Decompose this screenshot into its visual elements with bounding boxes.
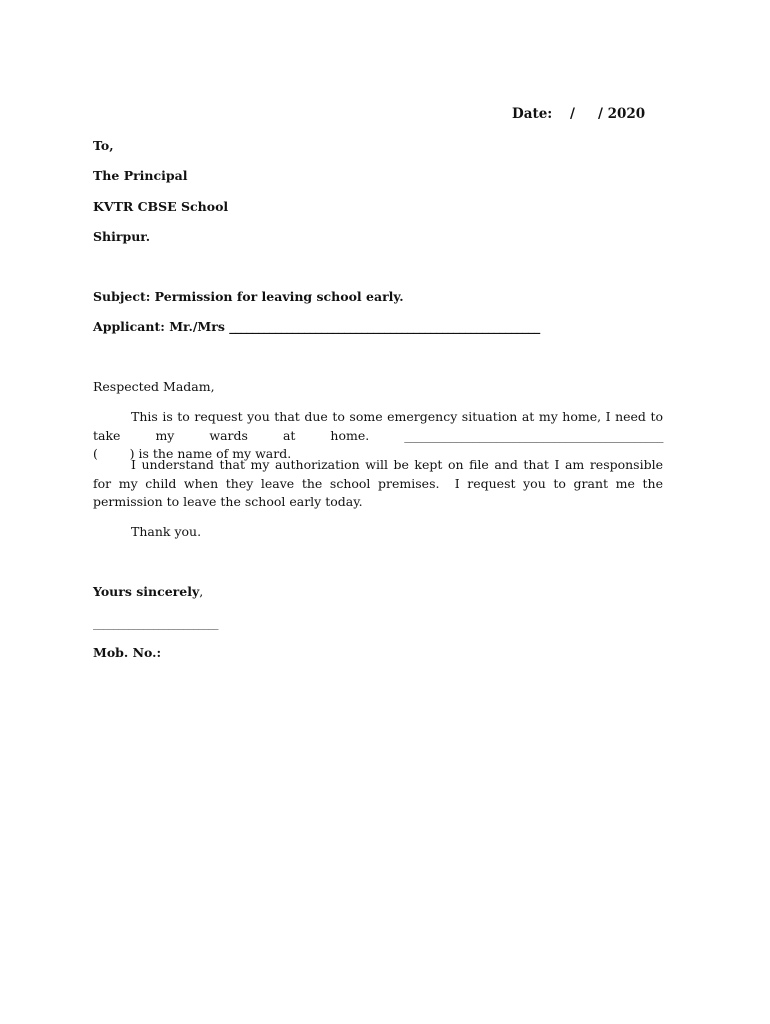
signature-line: _________________________: [93, 617, 218, 630]
applicant-line: [93, 318, 540, 336]
date-label: Date:: [512, 106, 553, 122]
salutation: Respected Madam,: [93, 379, 215, 394]
body-paragraph-2-text: I understand that my authorization will be kept on file and that I am responsible for my child when they leave the school premises. I request you to grant me the permission to leave the school early today.: [93, 457, 667, 509]
body-paragraph-2: [93, 456, 667, 512]
subject-line: Subject: Permission for leaving school early.: [93, 289, 404, 304]
body-paragraph-1-end: ( ) is the name of my ward.: [93, 446, 292, 461]
applicant-label: Applicant: Mr./Mrs: [93, 319, 225, 334]
sign-off: [93, 583, 203, 601]
recipient-to: To,: [93, 138, 114, 153]
date-year: / 2020: [598, 106, 646, 122]
recipient-school: KVTR CBSE School: [93, 199, 229, 214]
date-line: [512, 106, 645, 122]
applicant-name-blank: ______________________________________________________: [229, 319, 540, 334]
sign-off-comma: ,: [199, 584, 204, 599]
ward-name-blank: _____________________________________________: [404, 427, 663, 443]
recipient-city: Shirpur.: [93, 229, 151, 244]
mobile-number-label: Mob. No.:: [93, 645, 162, 660]
sign-off-text: Yours sincerely: [93, 584, 200, 599]
body-paragraph-1-text: This is to request you that due to some emergency situation at my home, I need to take my wards at home.: [93, 409, 663, 443]
date-separator: /: [570, 106, 575, 122]
thank-you: Thank you.: [131, 524, 202, 539]
recipient-title: The Principal: [93, 168, 188, 183]
